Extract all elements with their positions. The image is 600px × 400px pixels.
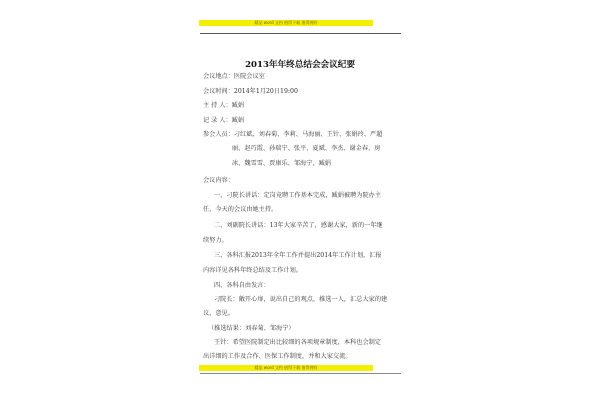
body-line: 王针：希望医院制定出比较细的各项规章制度，本科也会制定 [214,339,382,346]
meeting-location: 会议地点：医院会议室 [203,73,265,80]
body-line: 内容详见各科年终总结及工作计划。 [203,267,302,274]
body-line: 续努力。 [203,237,228,244]
body-line: 刁院长：敞开心扉，说出自己的观点，推选一人，汇总大家的建 [214,296,388,303]
top-promo-banner: 精品 word 文档 值得下载 值得拥有 [199,20,373,26]
bottom-promo-banner: 精品 word 文档 值得下载 值得拥有 [199,365,373,371]
body-line: 任，今天的会议由她主持。 [203,206,278,213]
body-line: 二、刘副院长讲话：13年大家辛苦了，感谢大家，新的一年继 [214,222,383,229]
document-title: 2013年年终总结会会议纪要 [245,60,355,70]
body-line: 一、刁院长讲话：定岗竟聘工作基本完成，臧娟被聘为院办主 [214,192,382,199]
attendees-line: 参会人员：刁红斌、刘春菊、李莉、马海丽、王针、张娟玲、严超 [203,131,383,138]
attendees-line: 丽、赵巧霞、孙瑞宁、张平、夏斌、李杰、谢金春、房 [232,145,381,152]
footer-rule [200,373,401,374]
body-line: 出详细的工作及合作、医保工作制度，并和大家交流。 [203,353,352,360]
body-line: 议、意见。 [203,310,234,317]
meeting-time: 会议时间：2014年1月20日19:00 [203,88,298,95]
body-line: 四、各科自由发言： [214,282,270,289]
attendees-line: 冰、魏雪雪、贾康乐、邹海宁、臧娟 [232,160,331,167]
body-line: 三、各科汇报2013年全年工作并提出2014年工作计划，汇报 [214,252,382,259]
header-rule [200,33,401,34]
meeting-recorder: 记 录 人：臧娟 [203,117,245,124]
content-heading: 会议内容： [203,177,234,184]
meeting-host: 主 持 人：臧娟 [203,102,245,109]
body-line: （推选结果：刘春菊、邹海宁） [208,325,295,332]
